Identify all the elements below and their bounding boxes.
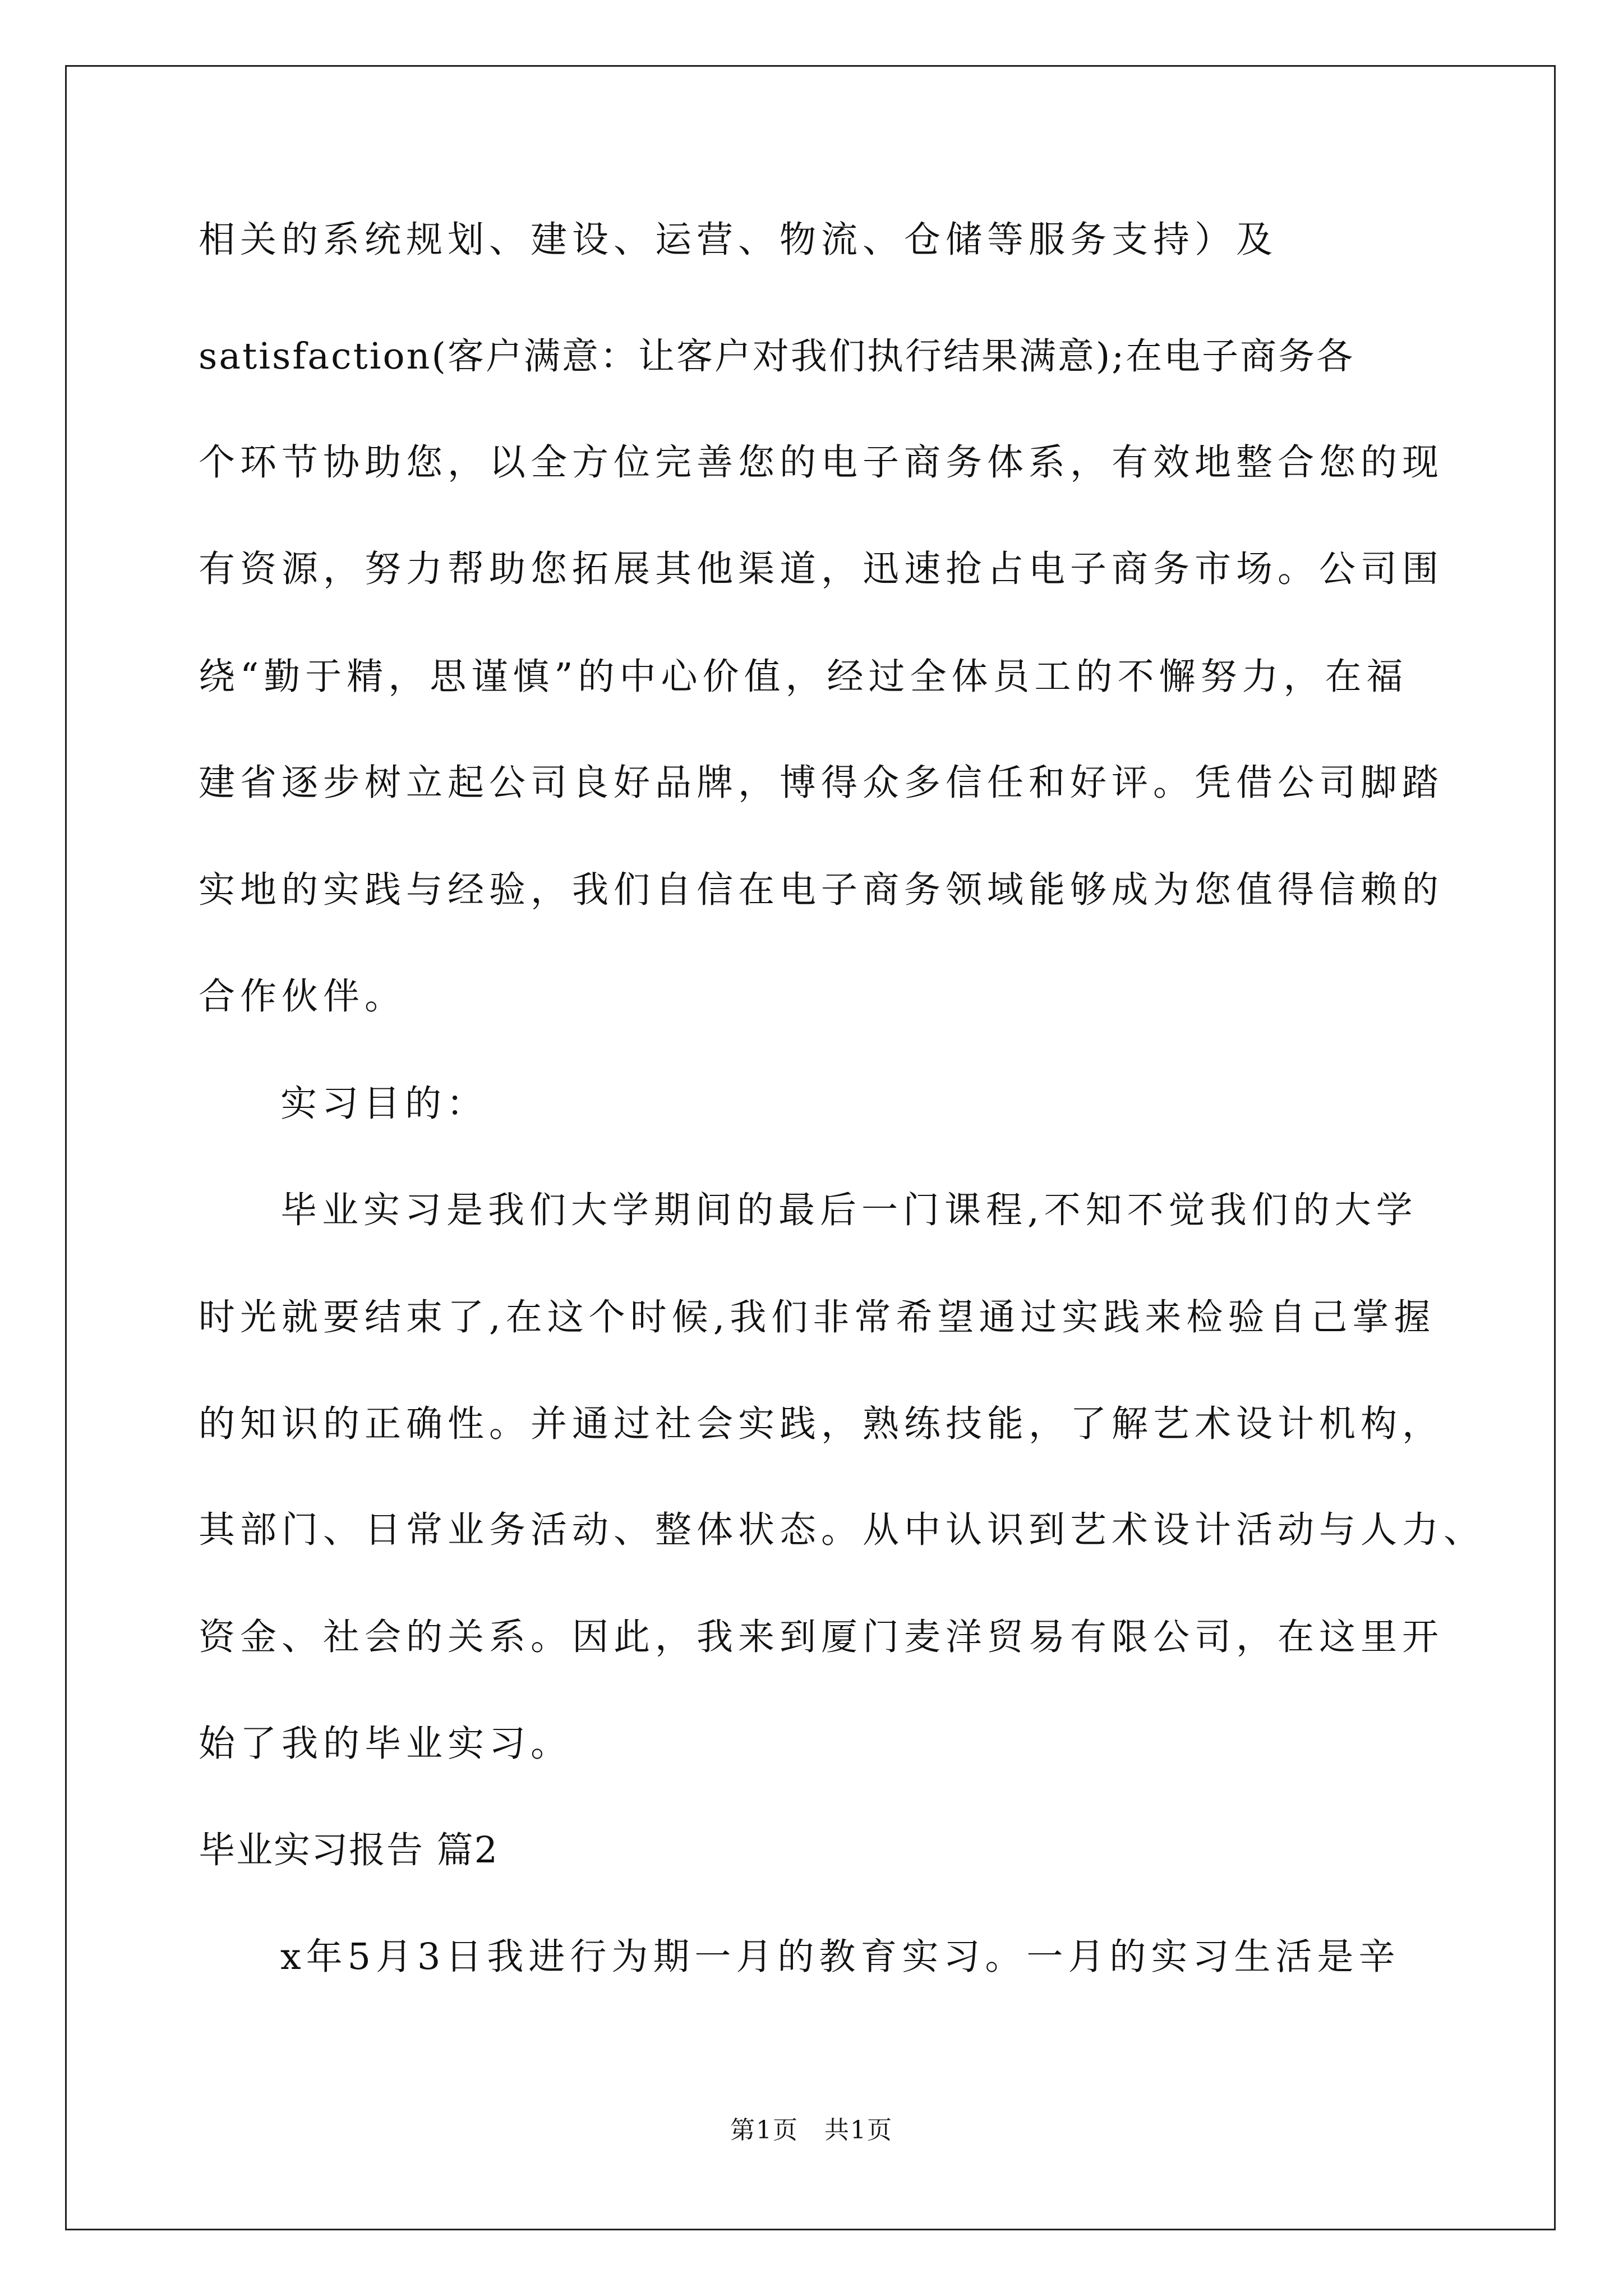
body-line-10: 毕业实习是我们大学期间的最后一门课程,不知不觉我们的大学 [280,1189,1418,1231]
body-line-1: 相关的系统规划、建设、运营、物流、仓储等服务支持）及 [199,219,1278,261]
body-line-17: x年5月3日我进行为期一月的教育实习。一月的实习生活是辛 [280,1936,1400,1978]
body-line-12: 的知识的正确性。并通过社会实践，熟练技能，了解艺术设计机构， [199,1403,1444,1445]
body-line-8: 合作伙伴。 [199,976,407,1018]
body-line-2: satisfaction(客户满意：让客户对我们执行结果满意);在电子商务各 [199,335,1355,378]
body-line-13: 其部门、日常业务活动、整体状态。从中认识到艺术设计活动与人力、 [199,1509,1486,1551]
body-line-15: 始了我的毕业实习。 [199,1723,573,1765]
body-line-14: 资金、社会的关系。因此，我来到厦门麦洋贸易有限公司，在这里开 [199,1616,1444,1658]
body-line-6: 建省逐步树立起公司良好品牌，博得众多信任和好评。凭借公司脚踏 [199,762,1444,804]
body-line-7: 实地的实践与经验，我们自信在电子商务领域能够成为您值得信赖的 [199,869,1444,911]
page-number-footer: 第1页 共1页 [730,2116,893,2145]
body-line-11: 时光就要结束了,在这个时候,我们非常希望通过实践来检验自己掌握 [199,1296,1436,1338]
body-line-4: 有资源，努力帮助您拓展其他渠道，迅速抢占电子商务市场。公司围 [199,548,1444,590]
body-line-3: 个环节协助您，以全方位完善您的电子商务体系，有效地整合您的现 [199,441,1444,484]
body-line-5: 绕“勤于精，思谨慎”的中心价值，经过全体员工的不懈努力，在福 [199,656,1408,698]
section-heading: 毕业实习报告 篇2 [199,1829,499,1871]
page-border [65,65,1556,2230]
section-label: 实习目的： [280,1083,488,1125]
